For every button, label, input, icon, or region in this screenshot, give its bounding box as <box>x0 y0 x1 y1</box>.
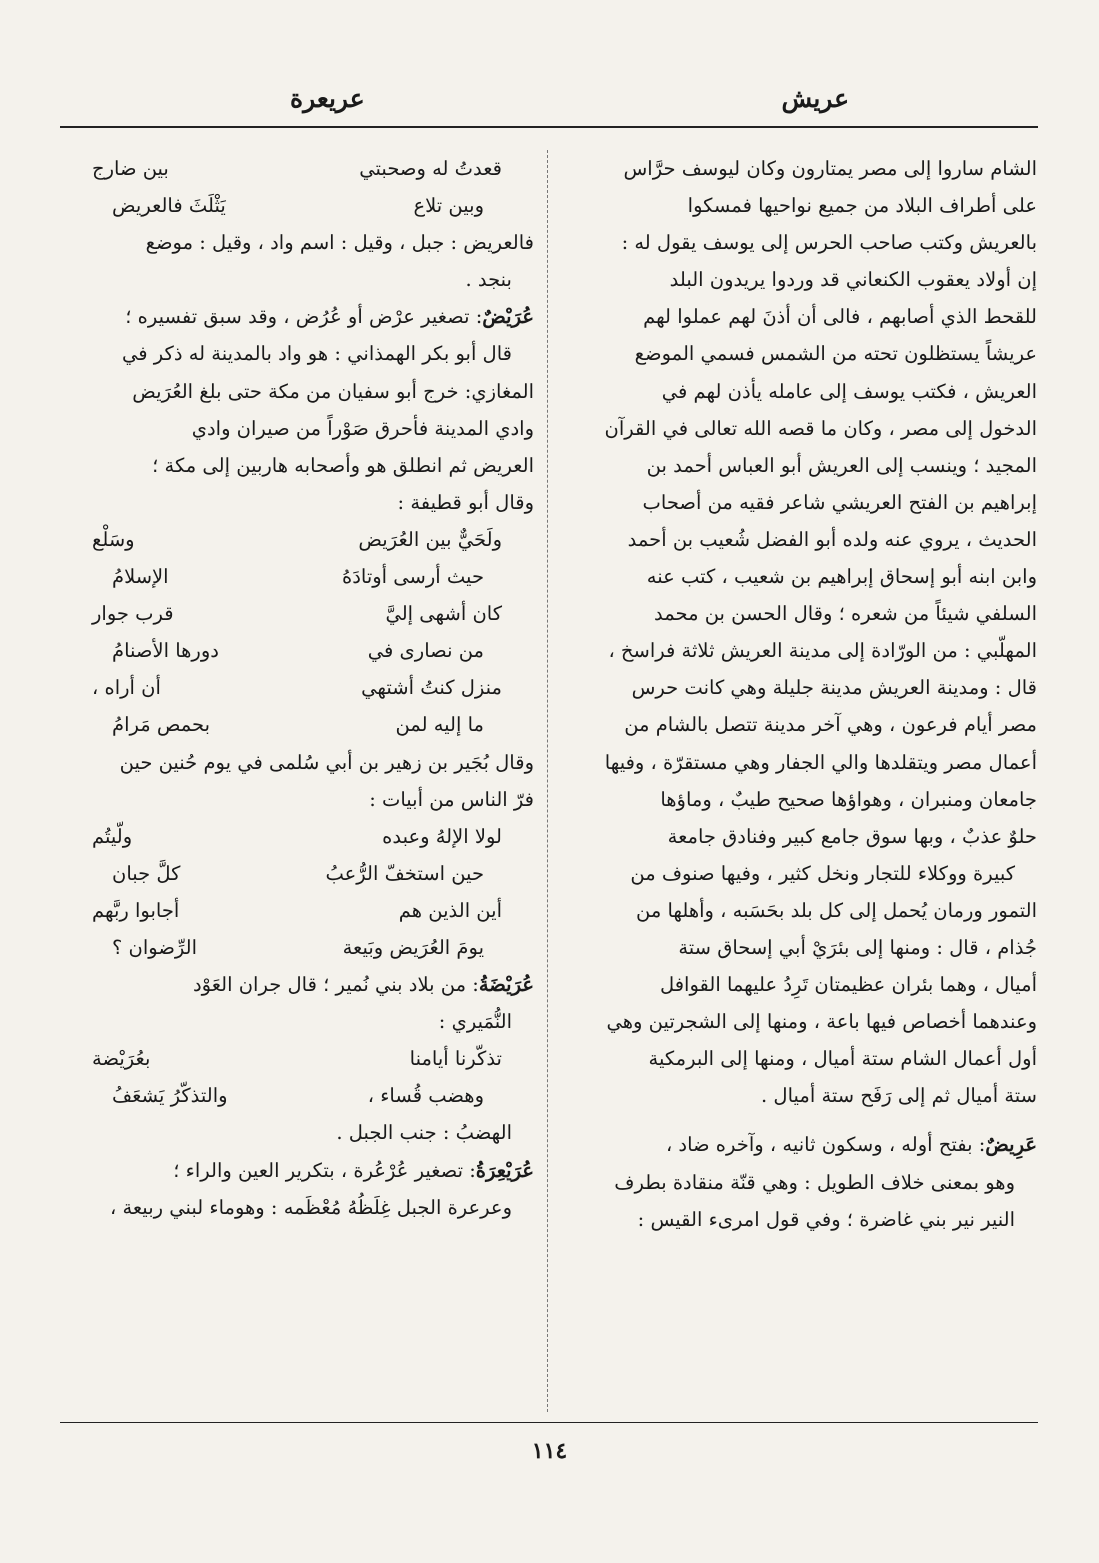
text-line: وقال بُجَير بن زهير بن أبي سُلمى في يوم حُنين حين <box>119 750 534 774</box>
text-line: إن أولاد يعقوب الكنعاني قد وردوا يريدون البلد <box>669 268 1037 292</box>
running-header-left: عريعرة <box>290 84 365 113</box>
hemistich: لولا الإلهُ وعبده <box>382 824 502 848</box>
entry-line <box>64 1152 534 1189</box>
text-line: كبيرة ووكلاء للتجار ونخل كثير ، وفيها صنوف من <box>630 861 1015 885</box>
text-line: إبراهيم بن الفتح العريشي شاعر فقيه من أصحاب <box>642 490 1037 514</box>
entry-gap <box>569 1114 1037 1126</box>
text-line: للقحط الذي أصابهم ، فالى أن أذنَ لهم عملوا لهم <box>643 305 1037 329</box>
column-divider <box>547 150 548 1412</box>
entry-headword: عُرَيْضَةُ <box>478 973 534 997</box>
verse-line <box>64 558 534 595</box>
text-line: المهلّبي : من الورّادة إلى مدينة العريش ثلاثة فراسخ ، <box>608 639 1037 663</box>
hemistich: حين استخفّ الرُّعبُ <box>325 861 484 885</box>
hemistich: منزل كنتُ أشتهي <box>361 676 502 700</box>
hemistich: من نصارى في <box>367 639 484 663</box>
verse-line <box>64 150 534 187</box>
hemistich: دورها الأصنامُ <box>112 639 219 663</box>
entry-text: : بفتح أوله ، وسكون ثانيه ، وآخره ضاد ، <box>665 1133 986 1157</box>
text-line: الدخول إلى مصر ، وكان ما قصه الله تعالى في القرآن <box>604 416 1037 440</box>
hemistich: ولّيتُم <box>92 824 133 848</box>
hemistich: كان أشهى إليَّ <box>385 602 502 626</box>
hemistich: قعدتُ له وصحبتي <box>359 157 502 180</box>
text-line: المغازي: خرج أبو سفيان من مكة حتى بلغ العُرَيض <box>132 379 534 403</box>
text-line: الشام ساروا إلى مصر يمتارون وكان ليوسف حرَّاس <box>623 157 1037 180</box>
text-line: التمور ورمان يُحمل إلى كل بلد بحَسَبه ، وأهلها من <box>635 898 1037 922</box>
text-line: بالعريش وكتب صاحب الحرس إلى يوسف يقول له : <box>621 231 1037 255</box>
hemistich: بين ضارج <box>92 157 169 180</box>
right-column <box>569 150 1037 1238</box>
text-line: وابن ابنه أبو إسحاق إبراهيم بن شعيب ، كتب عنه <box>646 565 1037 589</box>
entry-headword: عُرَيْعِرَةُ <box>475 1158 534 1182</box>
hemistich: وبين تلاع <box>413 194 484 218</box>
verse-line <box>64 929 534 966</box>
text-line: العريض ثم انطلق هو وأصحابه هاربين إلى مكة ؛ <box>152 453 534 477</box>
text-line: النُّمَيري : <box>438 1010 512 1034</box>
text-line: أميال ، وهما بئران عظيمتان تَرِدُ عليهما القوافل <box>659 973 1037 997</box>
text-line: بنجد . <box>465 268 512 292</box>
hemistich: الرِّضوان ؟ <box>112 935 198 959</box>
text-line: وعرعرة الجبل غِلَظُهُ مُعْظَمه : وهوماء لبني ربيعة ، <box>109 1195 512 1219</box>
verse-line <box>64 187 534 224</box>
left-column <box>64 150 534 1226</box>
hemistich: حيث أرسى أوتادَهُ <box>341 565 484 589</box>
text-line: قال : ومدينة العريش مدينة جليلة وهي كانت حرس <box>631 676 1037 700</box>
text-line: على أطراف البلاد من جميع نواحيها فمسكوا <box>687 194 1037 218</box>
text-line: أعمال مصر ويتقلدها والي الجفار وهي مستقرّة ، وفيها <box>604 750 1037 774</box>
text-line: وهو بمعنى خلاف الطويل : وهي قنّة منقادة بطرف <box>614 1170 1015 1194</box>
hemistich: ولَحَيٌّ بين العُرَيض <box>358 527 502 551</box>
hemistich: بحمص مَرامُ <box>112 713 211 737</box>
text-line: ستة أميال ثم إلى رَفَح ستة أميال . <box>761 1084 1037 1108</box>
text-line: العريش ، فكتب يوسف إلى عامله يأذن لهم في <box>661 379 1037 403</box>
text-line: جامعان ومنبران ، وهواؤها صحيح طيبٌ ، وماؤها <box>660 787 1037 811</box>
hemistich: أين الذين هم <box>398 898 502 922</box>
verse-line <box>64 521 534 558</box>
text-line: فرّ الناس من أبيات : <box>369 787 534 811</box>
verse-line <box>64 632 534 669</box>
hemistich: وهضب قُساء ، <box>367 1084 484 1108</box>
entry-line <box>64 966 534 1003</box>
text-line: الهضبُ : جنب الجبل . <box>336 1121 512 1145</box>
footer-rule <box>60 1422 1038 1423</box>
hemistich: والتذكّرُ يَشعَفُ <box>112 1084 228 1108</box>
hemistich: يومَ العُرَيض وبَيعة <box>342 935 484 959</box>
running-header-right: عريش <box>781 84 849 113</box>
verse-line <box>64 892 534 929</box>
text-line: وقال أبو قطيفة : <box>397 490 534 514</box>
text-line: النير نير بني غاضرة ؛ وفي قول امرىء القيس : <box>637 1207 1015 1231</box>
text-line: أول أعمال الشام ستة أميال ، ومنها إلى البرمكية <box>648 1047 1037 1071</box>
text-line: الحديث ، يروي عنه ولده أبو الفضل شُعيب بن أحمد <box>627 527 1037 551</box>
text-line: مصر أيام فرعون ، وهي آخر مدينة تتصل بالشام من <box>624 713 1037 737</box>
hemistich: وسَلْع <box>92 527 135 551</box>
text-line: حلوٌ عذبٌ ، وبها سوق جامع كبير وفنادق جامعة <box>667 824 1037 848</box>
text-line: وعندهما أخصاص فيها باعة ، ومنها إلى الشجرتين وهي <box>606 1010 1037 1034</box>
hemistich: أجابوا ربَّهم <box>92 898 180 922</box>
verse-line <box>64 669 534 706</box>
entry-headword: عُرَيْضٌ <box>482 305 534 329</box>
text-line: وادي المدينة فأحرق صَوْراً من صيران وادي <box>191 416 534 440</box>
entry-line <box>569 1126 1037 1163</box>
hemistich: الإسلامُ <box>112 565 169 589</box>
entry-headword: عَرِيضٌ <box>985 1133 1037 1157</box>
entry-text: : تصغير عُرْعُرة ، بتكرير العين والراء ؛ <box>173 1158 476 1182</box>
entry-text: : تصغير عرْض أو عُرُض ، وقد سبق تفسيره ؛ <box>125 305 483 329</box>
text-line: جُذام ، قال : ومنها إلى بئرَيْ أبي إسحاق ستة <box>678 935 1037 959</box>
verse-line <box>64 706 534 743</box>
verse-line <box>64 818 534 855</box>
hemistich: بعُرَيْضة <box>92 1047 151 1071</box>
hemistich: كلَّ جبان <box>112 861 181 885</box>
hemistich: أن أراه ، <box>92 676 161 700</box>
text-line: عريشاً يستظلون تحته من الشمس فسمي الموضع <box>634 342 1037 366</box>
verse-line <box>64 855 534 892</box>
hemistich: ما إليه لمن <box>395 713 484 737</box>
verse-line <box>64 1077 534 1114</box>
page-number: ١١٤ <box>531 1438 568 1464</box>
verse-line <box>64 595 534 632</box>
text-line: المجيد ؛ وينسب إلى العريش أبو العباس أحمد بن <box>646 453 1037 477</box>
text-line: قال أبو بكر الهمذاني : هو واد بالمدينة له ذكر في <box>122 342 512 366</box>
text-line: فالعريض : جبل ، وقيل : اسم واد ، وقيل : موضع <box>145 231 534 255</box>
verse-line <box>64 1040 534 1077</box>
hemistich: تذكّرنا أيامنا <box>409 1047 502 1071</box>
header-rule <box>60 126 1038 128</box>
entry-line <box>64 298 534 335</box>
entry-text: : من بلاد بني نُمير ؛ قال جران العَوْد <box>193 973 479 997</box>
hemistich: يَثْلَثَ فالعريض <box>112 194 226 218</box>
hemistich: قرب جوار <box>92 602 174 626</box>
text-line: السلفي شيئاً من شعره ؛ وقال الحسن بن محمد <box>653 602 1037 626</box>
